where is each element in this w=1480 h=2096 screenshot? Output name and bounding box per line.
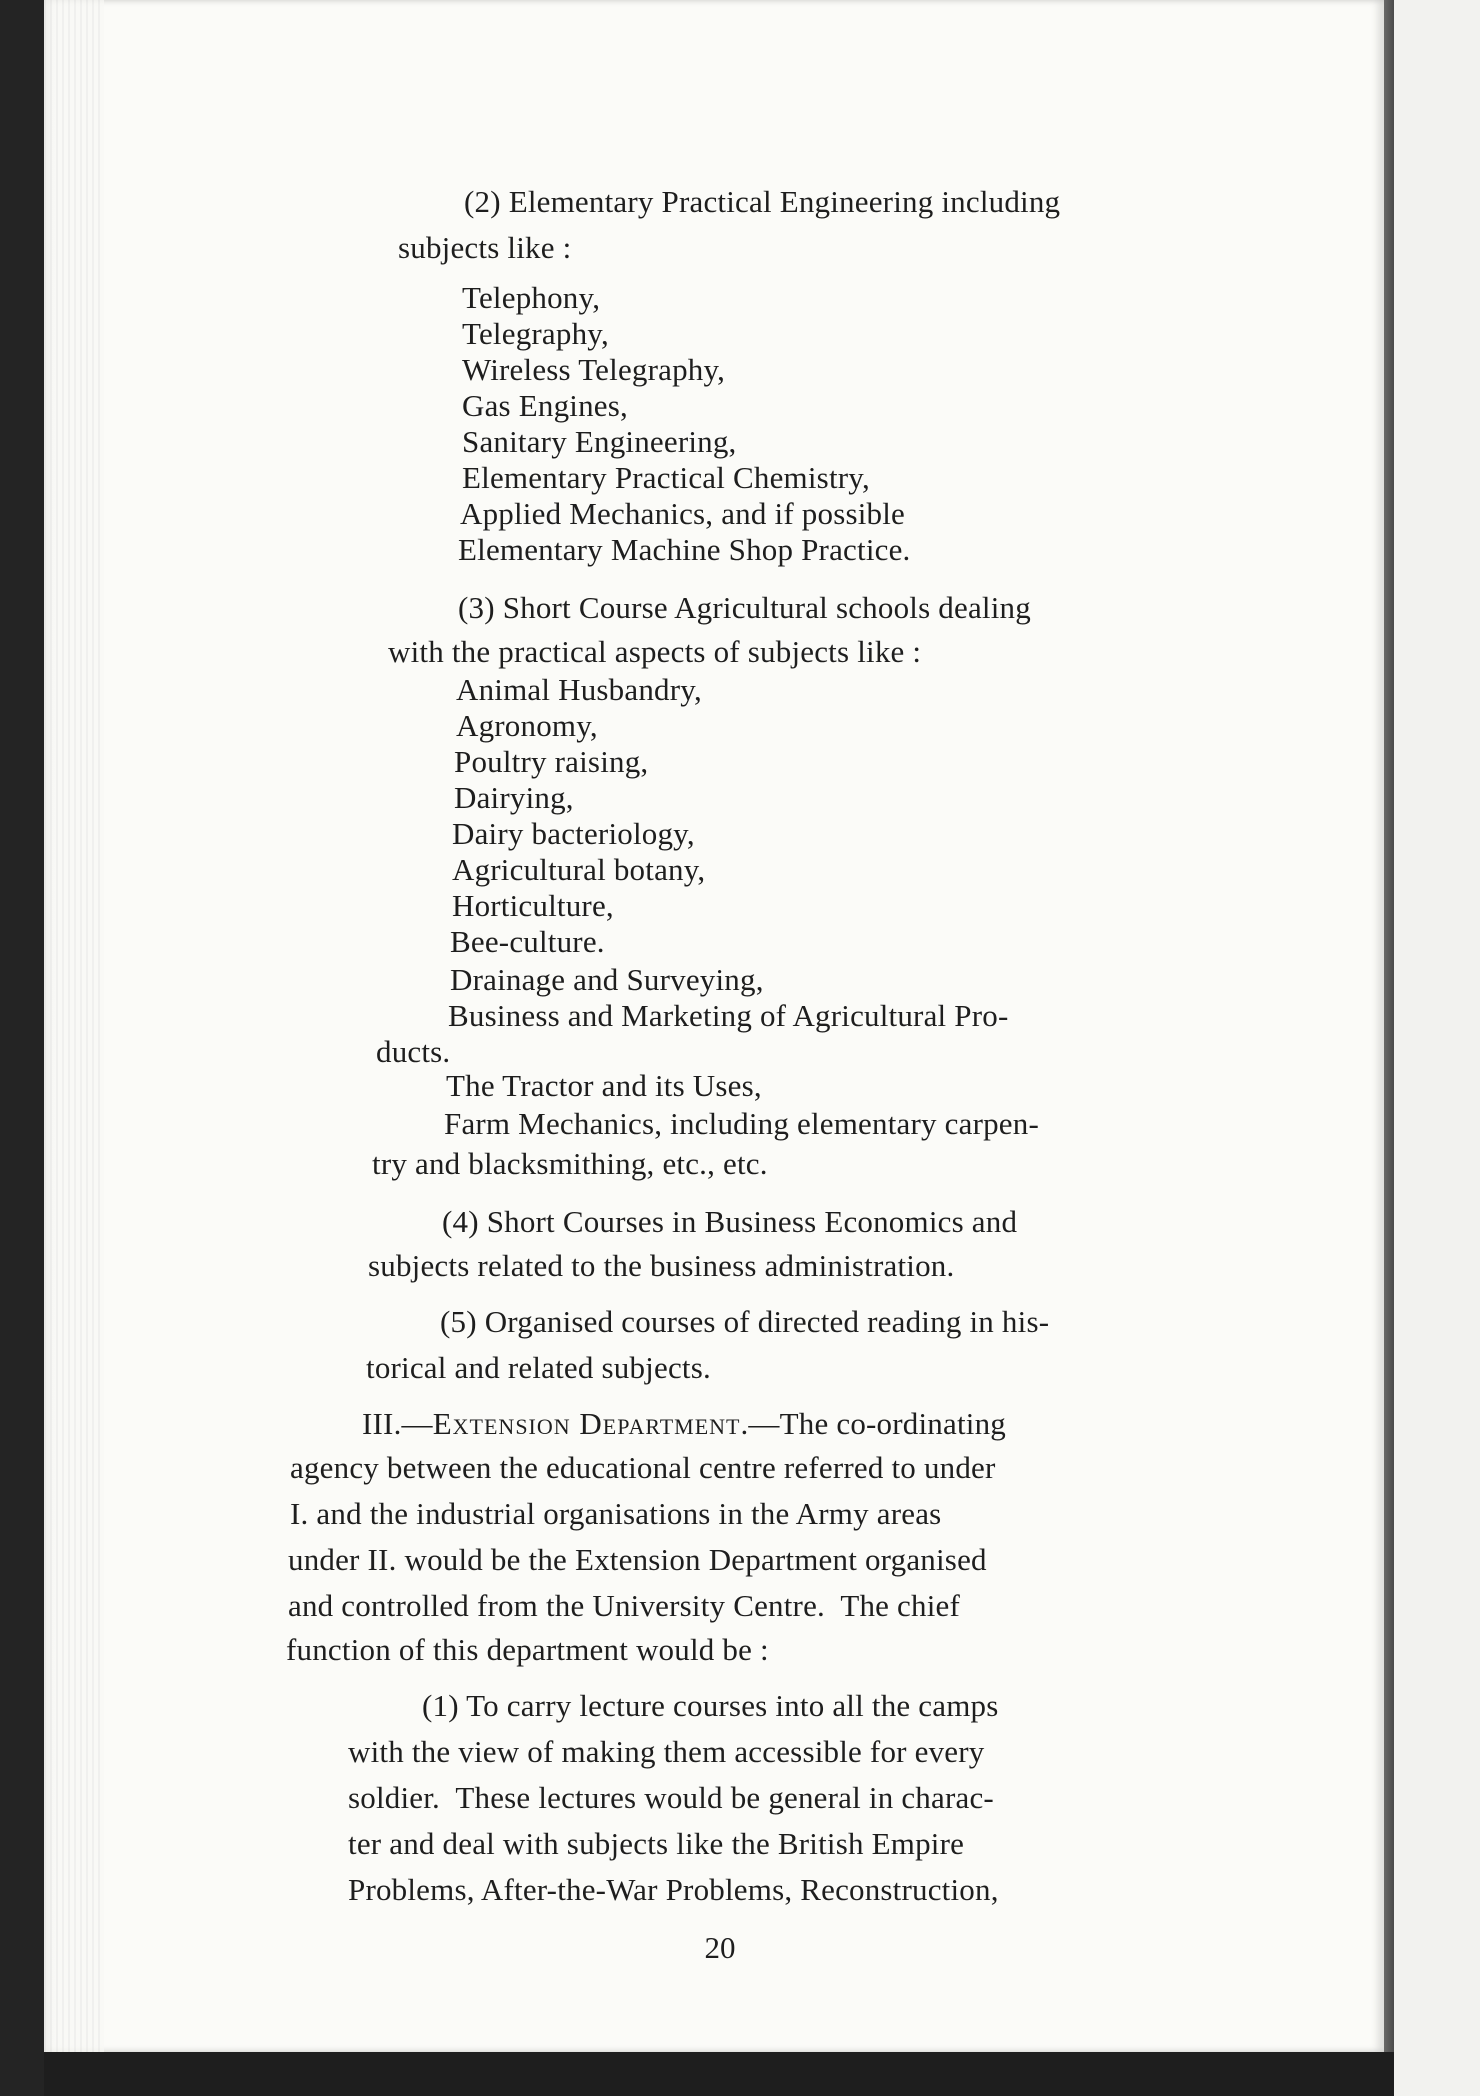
item-2-line-2: subjects like : (398, 230, 572, 265)
paragraph-line: function of this department would be : (286, 1632, 769, 1667)
list-item: Applied Mechanics, and if possible (460, 496, 906, 531)
item-2-line-1: (2) Elementary Practical Engineering including (464, 184, 1061, 219)
item-5-line-1: (5) Organised courses of directed reading in his- (440, 1304, 1050, 1339)
list-item: Telegraphy, (462, 316, 609, 351)
section-heading: Extension Department (432, 1406, 741, 1441)
list-item: Drainage and Surveying, (450, 962, 764, 997)
item-4-line-1: (4) Short Courses in Business Economics and (442, 1204, 1018, 1239)
paragraph-line: under II. would be the Extension Department organised (288, 1542, 987, 1577)
list-item: Elementary Practical Chemistry, (462, 460, 870, 495)
list-item: Agronomy, (456, 708, 598, 743)
list-item: Elementary Machine Shop Practice. (458, 532, 911, 567)
list-item: Farm Mechanics, including elementary carpen- (444, 1106, 1039, 1141)
list-item: Bee-culture. (450, 924, 605, 959)
list-item: Wireless Telegraphy, (462, 352, 726, 387)
list-item: Horticulture, (452, 888, 614, 923)
list-item: The Tractor and its Uses, (446, 1068, 762, 1103)
item-4-line-2: subjects related to the business administration. (368, 1248, 955, 1283)
paragraph-line: ter and deal with subjects like the British Empire (348, 1826, 965, 1861)
page-number: 20 (704, 1930, 736, 1965)
page-bottom-shadow (44, 2052, 1394, 2096)
paragraph-line: agency between the educational centre referred to under (290, 1450, 996, 1485)
section-iii-line-1: III.—Extension Department.—The co-ordinating (362, 1406, 1006, 1441)
list-item: Business and Marketing of Agricultural Pro- (448, 998, 1009, 1033)
paragraph-line: Problems, After-the-War Problems, Reconstruction, (348, 1872, 999, 1907)
list-item-continuation: try and blacksmithing, etc., etc. (372, 1146, 768, 1181)
list-item: Dairy bacteriology, (452, 816, 695, 851)
list-item: Poultry raising, (454, 744, 649, 779)
list-item: Gas Engines, (462, 388, 628, 423)
list-item: Agricultural botany, (452, 852, 706, 887)
list-item: Sanitary Engineering, (462, 424, 737, 459)
item-1-line-1: (1) To carry lecture courses into all the camps (422, 1688, 999, 1723)
list-item: Animal Husbandry, (456, 672, 702, 707)
paragraph-line: I. and the industrial organisations in the Army areas (290, 1496, 942, 1531)
list-item: Telephony, (462, 280, 601, 315)
paragraph-line: and controlled from the University Centre. The chief (288, 1588, 961, 1623)
facing-page-edge (1394, 0, 1480, 2096)
item-5-line-2: torical and related subjects. (366, 1350, 711, 1385)
paragraph-line: soldier. These lectures would be general in charac- (348, 1780, 994, 1815)
list-item-continuation: ducts. (376, 1034, 451, 1069)
item-3-line-1: (3) Short Course Agricultural schools dealing (458, 590, 1031, 625)
paragraph-line: with the view of making them accessible for every (348, 1734, 985, 1769)
list-item: Dairying, (454, 780, 574, 815)
item-3-line-2: with the practical aspects of subjects like : (388, 634, 922, 669)
page-stack-edge (44, 0, 104, 2052)
